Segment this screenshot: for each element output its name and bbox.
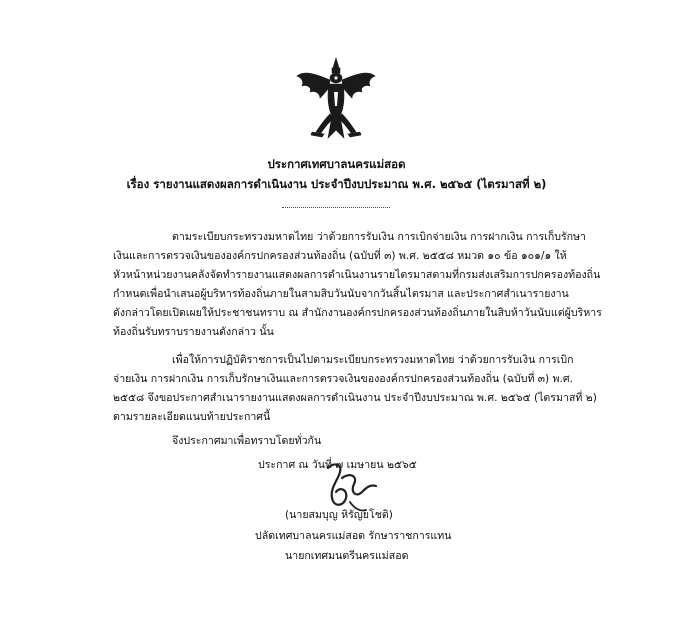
paragraph-1-line: กำหนดเพื่อนำเสนอผู้บริหารท้องถิ่นภายในสามสิบวันนับจากวันสิ้นไตรมาส และประกาศสำเนารายงาน [113,288,569,300]
closing-line: จึงประกาศมาเพื่อทราบโดยทั่วกัน [172,435,322,447]
paragraph-1-line: หัวหน้าหน่วยงานคลังจัดทำรายงานแสดงผลการดำเนินงานรายไตรมาสตามที่กรมส่งเสริมการปกครองท้องถิ่น [113,269,601,281]
garuda-emblem-icon [294,56,378,146]
signatory-position-acting: นายกเทศมนตรีนครแม่สอด [285,550,409,562]
paragraph-1-line: ดังกล่าวโดยเปิดเผยให้ประชาชนทราบ ณ สำนักงานองค์กรปกครองส่วนท้องถิ่นภายในสิบห้าวันนับแต่ผู้บริหาร [113,307,602,319]
paragraph-2-line: ตามรายละเอียดแนบท้ายประกาศนี้ [113,411,271,423]
date-line: ประกาศ ณ วันที่ ๗ เมษายน ๒๕๖๕ [258,459,417,471]
paragraph-1-line: ท้องถิ่นรับทราบรายงานดังกล่าว นั้น [113,326,274,338]
paragraph-1-line: เงินและการตรวจเงินขององค์กรปกครองส่วนท้องถิ่น (ฉบับที่ ๓) พ.ศ. ๒๕๕๘ หมวด ๑๐ ข้อ ๑๐๑/๑ ให้ [113,250,567,262]
signatory-position: ปลัดเทศบาลนครแม่สอด รักษาราชการแทน [255,530,452,542]
issuer-title: ประกาศเทศบาลนครแม่สอด [267,157,406,171]
paragraph-2-line: ๒๕๕๘ จึงขอประกาศสำเนารายงานแสดงผลการดำเนินงาน ประจำปีงบประมาณ พ.ศ. ๒๕๖๕ (ไตรมาสที่ ๒) [113,392,597,404]
dotted-divider [282,207,390,208]
paragraph-1-line: ตามระเบียบกระทรวงมหาดไทย ว่าด้วยการรับเงิน การเบิกจ่ายเงิน การฝากเงิน การเก็บรักษา [172,231,586,243]
paragraph-2-line: จ่ายเงิน การฝากเงิน การเก็บรักษาเงินและการตรวจเงินขององค์กรปกครองส่วนท้องถิ่น (ฉบับที่ ๓) พ.ศ. [113,373,573,385]
signatory-name: (นายสมบุญ หิรัญยโชติ) [285,509,393,521]
paragraph-2-line: เพื่อให้การปฏิบัติราชการเป็นไปตามระเบียบกระทรวงมหาดไทย ว่าด้วยการรับเงิน การเบิก [172,354,574,366]
subject-title: เรื่อง รายงานแสดงผลการดำเนินงาน ประจำปีงบประมาณ พ.ศ. ๒๕๖๕ (ไตรมาสที่ ๒) [126,177,547,191]
